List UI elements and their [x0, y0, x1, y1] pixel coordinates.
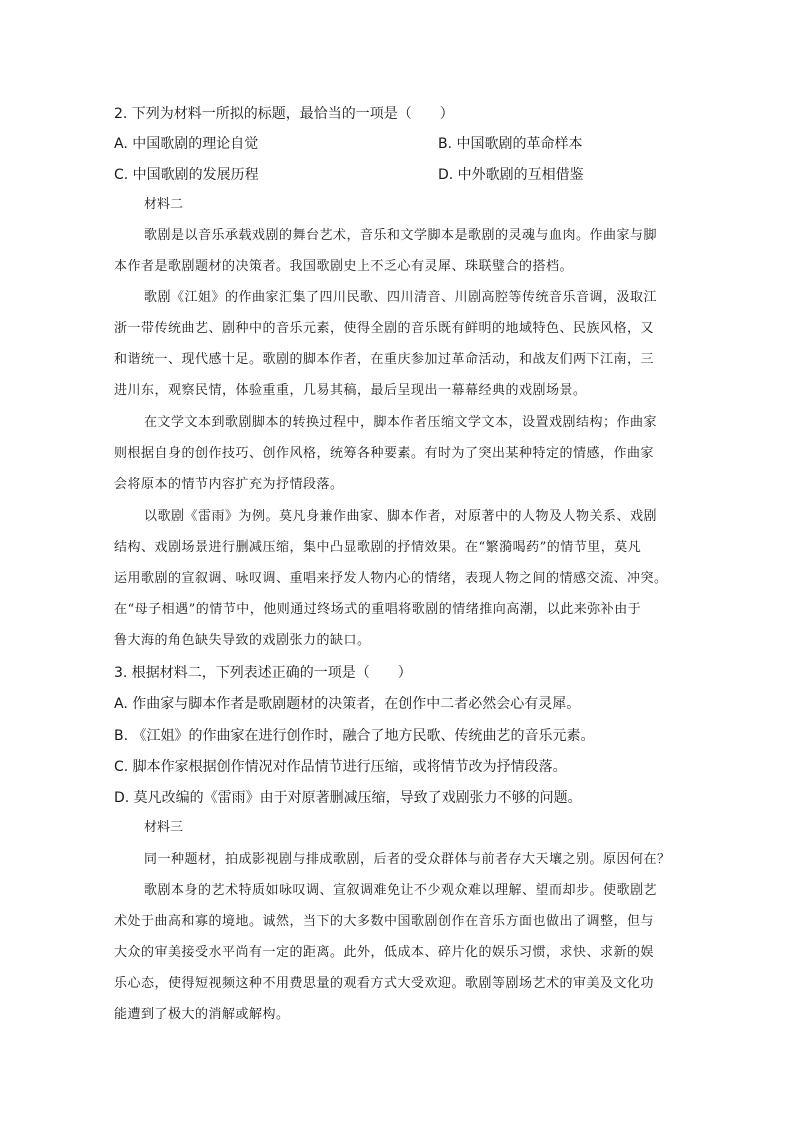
material-3-line: 能遭到了极大的消解或解构。	[114, 1007, 290, 1022]
material-2-line: 在文学文本到歌剧脚本的转换过程中，脚本作者压缩文学文本，设置戏剧结构；作曲家	[144, 415, 658, 430]
question-3-option-d: D. 莫凡改编的《雷雨》由于对原著删减压缩，导致了戏剧张力不够的问题。	[114, 790, 582, 806]
material-2-line: 浙一带传统曲艺、剧种中的音乐元素，使得全剧的音乐既有鲜明的地域特色、民族风格，又	[114, 321, 655, 336]
material-2-line: 则根据自身的创作技巧、创作风格，统筹各种要素。有时为了突出某种特定的情感，作曲家	[114, 446, 655, 461]
material-2-label: 材料二	[144, 197, 184, 212]
question-3-stem: 3. 根据材料二，下列表述正确的一项是（ ）	[114, 665, 412, 681]
question-3-option-a: A. 作曲家与脚本作者是歌剧题材的决策者，在创作中二者必然会心有灵犀。	[114, 696, 581, 712]
question-3-option-c: C. 脚本作家根据创作情况对作品情节进行压缩，或将情节改为抒情段落。	[114, 759, 567, 775]
question-3-option-b: B. 《江姐》的作曲家在进行创作时，融合了地方民歌、传统曲艺的音乐元素。	[114, 728, 595, 744]
question-2-option-a: A. 中国歌剧的理论自觉	[114, 136, 259, 152]
material-3-line: 歌剧本身的艺术特质如咏叹调、宣叙调难免让不少观众难以理解、望而却步。使歌剧艺	[144, 883, 658, 898]
material-2-line: 歌剧是以音乐承载戏剧的舞台艺术，音乐和文学脚本是歌剧的灵魂与血肉。作曲家与脚	[144, 228, 658, 243]
material-2-line: 会将原本的情节内容扩充为抒情段落。	[114, 477, 344, 492]
material-2-line: 结构、戏剧场景进行删减压缩，集中凸显歌剧的抒情效果。在“繁漪喝药”的情节里，莫凡	[114, 540, 642, 555]
material-3-label: 材料三	[144, 820, 184, 835]
material-2-line: 鲁大海的角色缺失导致的戏剧张力的缺口。	[114, 633, 371, 648]
material-3-line: 术处于曲高和寡的境地。诚然，当下的大多数中国歌剧创作在音乐方面也做出了调整，但与	[114, 914, 655, 929]
material-2-line: 歌剧《江姐》的作曲家汇集了四川民歌、四川清音、川剧高腔等传统音乐音调，汲取江	[144, 290, 658, 305]
material-2-line: 和谐统一、现代感十足。歌剧的脚本作者，在重庆参加过革命活动，和战友们两下江南，三	[114, 352, 655, 367]
question-2-stem: 2. 下列为材料一所拟的标题，最恰当的一项是（ ）	[114, 106, 454, 122]
material-3-line: 乐心态，使得短视频这种不用费思量的观看方式大受欢迎。歌剧等剧场艺术的审美及文化功	[114, 976, 655, 991]
material-2-line: 以歌剧《雷雨》为例。莫凡身兼作曲家、脚本作者，对原著中的人物及人物关系、戏剧	[144, 509, 658, 524]
question-2-option-d: D. 中外歌剧的互相借鉴	[438, 167, 584, 183]
material-2-line: 进川东，观察民情，体验重重，几易其稿，最后呈现出一幕幕经典的戏剧场景。	[114, 383, 587, 398]
question-2-option-b: B. 中国歌剧的革命样本	[438, 136, 583, 152]
material-3-line: 同一种题材，拍成影视剧与排成歌剧，后者的受众群体与前者存大天壤之别。原因何在？	[144, 852, 671, 867]
material-3-line: 大众的审美接受水平尚有一定的距离。此外，低成本、碎片化的娱乐习惯，求快、求新的娱	[114, 945, 655, 960]
material-2-line: 在“母子相遇”的情节中，他则通过终场式的重唱将歌剧的情绪推向高潮，以此来弥补由于	[114, 602, 642, 617]
material-2-line: 本作者是歌剧题材的决策者。我国歌剧史上不乏心有灵犀、珠联璧合的搭档。	[114, 259, 574, 274]
question-2-option-c: C. 中国歌剧的发展历程	[114, 167, 259, 183]
material-2-line: 运用歌剧的宣叙调、咏叹调、重唱来抒发人物内心的情绪，表现人物之间的情感交流、冲突。	[114, 571, 668, 586]
